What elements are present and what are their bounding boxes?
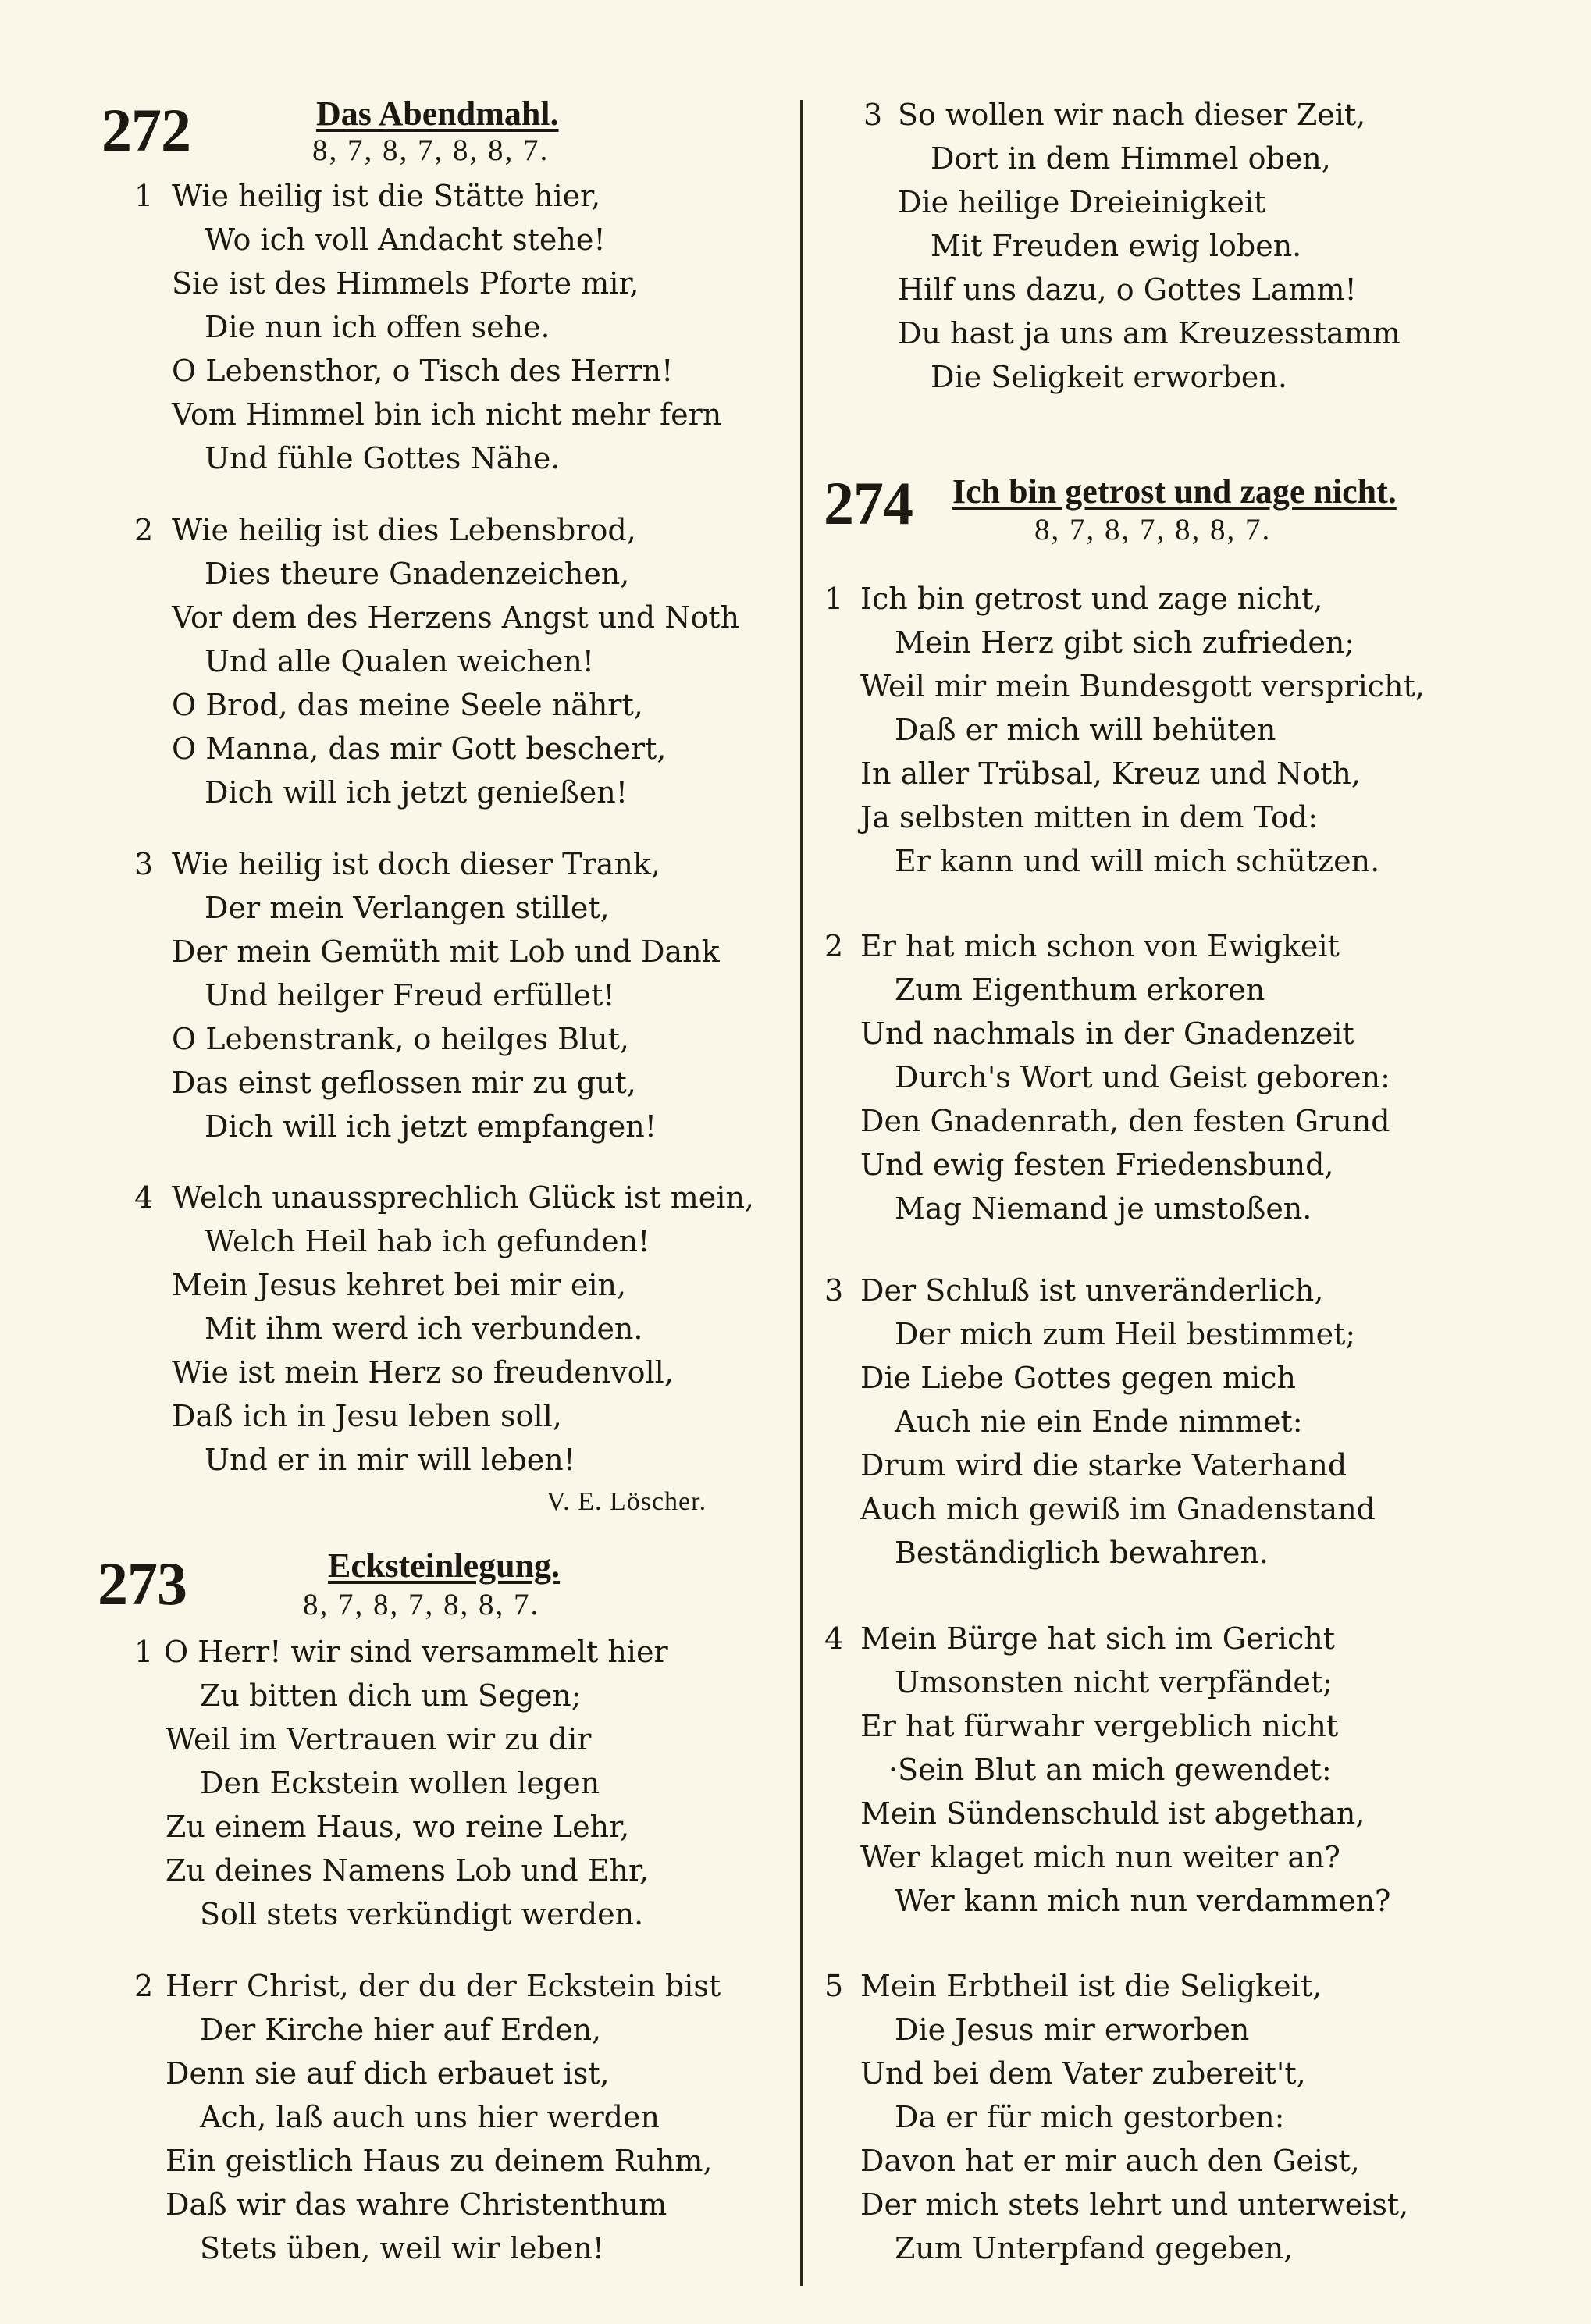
verse-line: Durch's Wort und Geist geboren: — [895, 1060, 1390, 1094]
hymn-title: Das Abendmahl. — [316, 94, 559, 133]
verse-line: Stets üben, weil wir leben! — [200, 2231, 605, 2265]
verse-line: So wollen wir nach dieser Zeit, — [898, 98, 1366, 132]
verse-line: Welch unaussprechlich Glück ist mein, — [172, 1180, 754, 1215]
verse-number: 2 — [134, 513, 154, 547]
verse-line: Die nun ich offen sehe. — [205, 310, 550, 344]
verse-line: Und er in mir will leben! — [205, 1443, 576, 1477]
verse-line: Und nachmals in der Gnadenzeit — [860, 1016, 1354, 1051]
verse-line: O Brod, das meine Seele nährt, — [172, 688, 643, 722]
verse-line: Auch mich gewiß im Gnadenstand — [860, 1492, 1376, 1526]
verse-line: Und fühle Gottes Nähe. — [205, 441, 561, 475]
verse-line: Zu bitten dich um Segen; — [200, 1678, 582, 1713]
verse-line: In aller Trübsal, Kreuz und Noth, — [860, 756, 1361, 791]
verse-line: Der Schluß ist unveränderlich, — [860, 1273, 1324, 1308]
verse-line: O Lebenstrank, o heilges Blut, — [172, 1022, 630, 1056]
verse-number: 2 — [134, 1969, 154, 2003]
verse-line: Wie heilig ist dies Lebensbrod, — [172, 513, 636, 547]
verse-line: Dies theure Gnadenzeichen, — [205, 557, 630, 591]
verse-line: Er hat fürwahr vergeblich nicht — [860, 1709, 1339, 1743]
verse-line: Weil im Vertrauen wir zu dir — [166, 1722, 592, 1756]
verse-line: Wer kann mich nun verdammen? — [895, 1884, 1391, 1918]
verse-line: Drum wird die starke Vaterhand — [860, 1448, 1347, 1482]
hymn-meter: 8, 7, 8, 7, 8, 8, 7. — [1034, 513, 1272, 546]
verse-line: Der mich zum Heil bestimmet; — [895, 1317, 1356, 1351]
verse-line: Ich bin getrost und zage nicht, — [860, 582, 1323, 616]
verse-line: Und heilger Freud erfüllet! — [205, 978, 615, 1013]
verse-line: Den Eckstein wollen legen — [200, 1766, 600, 1800]
verse-line: Zu deines Namens Lob und Ehr, — [166, 1853, 650, 1888]
verse-line: Zu einem Haus, wo reine Lehr, — [166, 1810, 630, 1844]
verse-line: Sie ist des Himmels Pforte mir, — [172, 266, 639, 301]
verse-line: Die Liebe Gottes gegen mich — [860, 1361, 1296, 1395]
verse-line: Zum Eigenthum erkoren — [895, 973, 1265, 1007]
verse-line: Mein Herz gibt sich zufrieden; — [895, 625, 1355, 660]
verse-line: Zum Unterpfand gegeben, — [895, 2231, 1294, 2265]
verse-number: 4 — [824, 1621, 844, 1656]
verse-line: ·Sein Blut an mich gewendet: — [888, 1753, 1332, 1787]
verse-line: Dich will ich jetzt genießen! — [205, 775, 628, 810]
verse-line: Denn sie auf dich erbauet ist, — [166, 2056, 610, 2091]
verse-line: Ein geistlich Haus zu deinem Ruhm, — [166, 2144, 713, 2178]
verse-line: Du hast ja uns am Kreuzesstamm — [898, 316, 1401, 351]
verse-line: O Herr! wir sind versammelt hier — [164, 1635, 668, 1669]
verse-line: Und ewig festen Friedensbund, — [860, 1148, 1334, 1182]
verse-line: Daß wir das wahre Christenthum — [166, 2187, 667, 2222]
verse-line: Davon hat er mir auch den Geist, — [860, 2144, 1360, 2178]
hymn-meter: 8, 7, 8, 7, 8, 8, 7. — [312, 133, 550, 167]
verse-line: Die Jesus mir erworben — [895, 2013, 1250, 2047]
verse-line: Wie ist mein Herz so freudenvoll, — [172, 1355, 674, 1390]
verse-line: Die heilige Dreieinigkeit — [898, 185, 1266, 219]
verse-line: Vor dem des Herzens Angst und Noth — [172, 600, 740, 635]
verse-line: Wie heilig ist doch dieser Trank, — [172, 847, 660, 881]
verse-line: Vom Himmel bin ich nicht mehr fern — [172, 397, 722, 432]
verse-line: Soll stets verkündigt werden. — [200, 1897, 644, 1931]
hymn-title: Ich bin getrost und zage nicht. — [952, 472, 1397, 511]
verse-line: Die Seligkeit erworben. — [931, 360, 1287, 394]
verse-number: 3 — [134, 847, 154, 881]
verse-line: Wo ich voll Andacht stehe! — [205, 222, 606, 257]
verse-line: Da er für mich gestorben: — [895, 2100, 1285, 2134]
verse-line: Mein Sündenschuld ist abgethan, — [860, 1796, 1365, 1831]
verse-line: Daß er mich will behüten — [895, 713, 1276, 747]
verse-line: Mein Jesus kehret bei mir ein, — [172, 1268, 627, 1302]
hymn-number: 273 — [98, 1550, 187, 1618]
verse-line: Mein Erbtheil ist die Seligkeit, — [860, 1969, 1322, 2003]
verse-number: 3 — [863, 98, 883, 132]
verse-number: 4 — [134, 1180, 154, 1215]
verse-line: O Lebensthor, o Tisch des Herrn! — [172, 354, 674, 388]
verse-line: Auch nie ein Ende nimmet: — [895, 1404, 1303, 1439]
verse-number: 1 — [134, 1635, 154, 1669]
hymn-number: 272 — [101, 96, 190, 164]
verse-line: Mein Bürge hat sich im Gericht — [860, 1621, 1335, 1656]
verse-line: Welch Heil hab ich gefunden! — [205, 1224, 650, 1258]
verse-line: Der mich stets lehrt und unterweist, — [860, 2187, 1409, 2222]
verse-line: Und alle Qualen weichen! — [205, 644, 595, 678]
verse-line: Und bei dem Vater zubereit't, — [860, 2056, 1306, 2091]
verse-number: 2 — [824, 929, 844, 963]
verse-line: O Manna, das mir Gott beschert, — [172, 731, 667, 766]
verse-line: Herr Christ, der du der Eckstein bist — [166, 1969, 721, 2003]
verse-line: Der mein Gemüth mit Lob und Dank — [172, 934, 720, 969]
verse-line: Den Gnadenrath, den festen Grund — [860, 1104, 1390, 1138]
verse-number: 3 — [824, 1273, 844, 1308]
hymn-title: Ecksteinlegung. — [328, 1546, 561, 1585]
verse-line: Er hat mich schon von Ewigkeit — [860, 929, 1340, 963]
column-divider — [800, 100, 803, 2286]
verse-line: Er kann und will mich schützen. — [895, 844, 1380, 878]
verse-line: Wer klaget mich nun weiter an? — [860, 1840, 1340, 1874]
verse-line: Das einst geflossen mir zu gut, — [172, 1066, 636, 1100]
verse-line: Dort in dem Himmel oben, — [931, 141, 1331, 176]
hymn-author: V. E. Löscher. — [546, 1487, 707, 1516]
verse-line: Wie heilig ist die Stätte hier, — [172, 179, 601, 213]
verse-line: Mit Freuden ewig loben. — [931, 229, 1302, 263]
verse-number: 1 — [824, 582, 844, 616]
right-column — [804, 0, 1591, 2324]
verse-line: Der Kirche hier auf Erden, — [200, 2013, 602, 2047]
verse-number: 1 — [134, 179, 154, 213]
verse-line: Mit ihm werd ich verbunden. — [205, 1311, 643, 1346]
verse-line: Dich will ich jetzt empfangen! — [205, 1109, 657, 1144]
verse-line: Hilf uns dazu, o Gottes Lamm! — [898, 272, 1357, 307]
verse-line: Ja selbsten mitten in dem Tod: — [860, 800, 1319, 835]
hymn-meter: 8, 7, 8, 7, 8, 8, 7. — [303, 1588, 540, 1621]
verse-line: Beständiglich bewahren. — [895, 1536, 1269, 1570]
verse-line: Der mein Verlangen stillet, — [205, 891, 610, 925]
verse-line: Weil mir mein Bundesgott verspricht, — [860, 669, 1425, 703]
hymn-number: 274 — [824, 469, 913, 537]
verse-line: Ach, laß auch uns hier werden — [200, 2100, 660, 2134]
verse-line: Mag Niemand je umstoßen. — [895, 1191, 1312, 1226]
verse-line: Daß ich in Jesu leben soll, — [172, 1399, 562, 1433]
verse-line: Umsonsten nicht verpfändet; — [895, 1665, 1333, 1699]
verse-number: 5 — [824, 1969, 844, 2003]
